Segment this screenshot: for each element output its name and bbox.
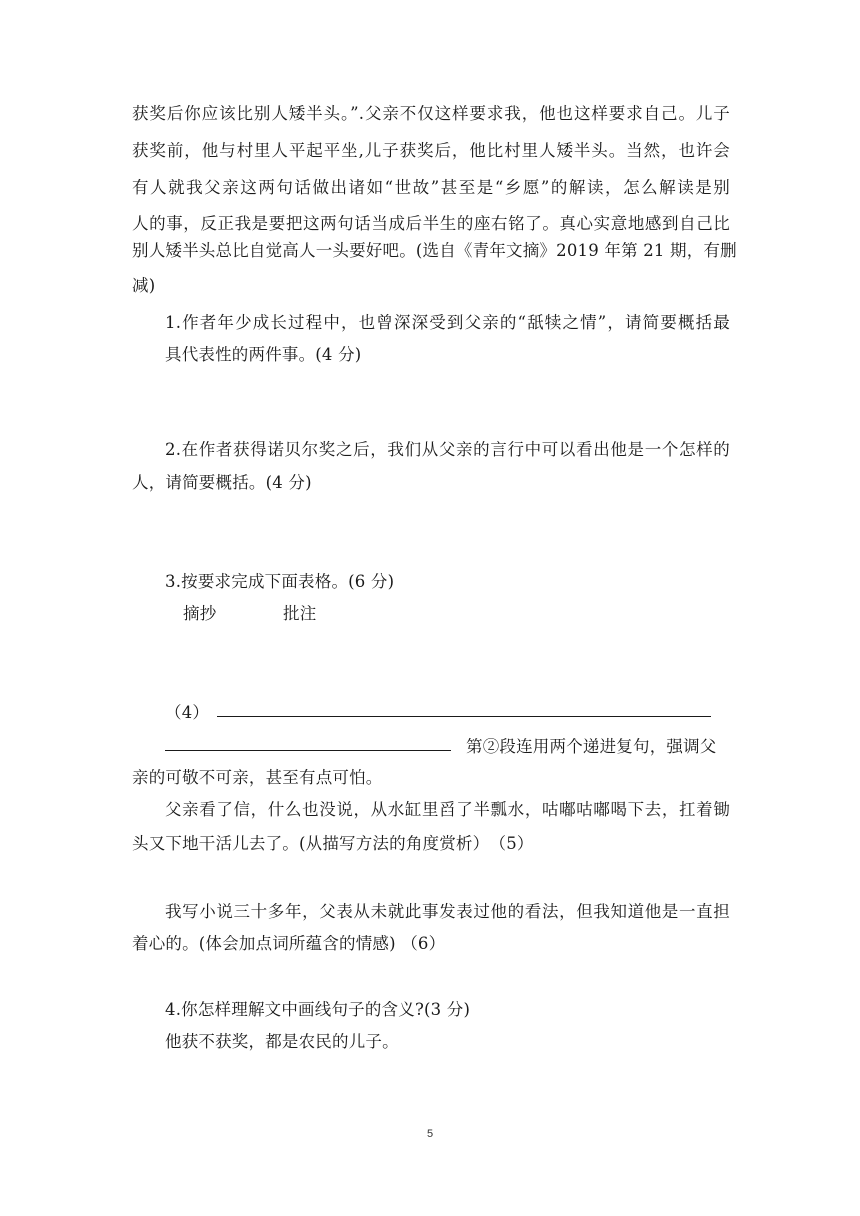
question-4-sentence: 他获不获奖，都是农民的儿子。 <box>165 1032 399 1051</box>
item-4-label: （4） <box>165 703 210 722</box>
question-3-title: 3.按要求完成下面表格。(6 分) <box>165 572 395 591</box>
item-6-text: 着心的。(体会加点词所蕴含的情感) （6） <box>132 934 446 953</box>
item-4-note: 第②段连用两个递进复句，强调父 <box>466 737 717 756</box>
item-5-text: 头又下地干活儿去了。(从描写方法的角度赏析） （5） <box>132 834 534 853</box>
item-4-note: 亲的可敬不可亲，甚至有点可怕。 <box>132 768 383 787</box>
passage-line: 获奖后你应该比别人矮半头。”.父亲不仅这样要求我，他也这样要求自己。儿子 <box>132 104 730 123</box>
passage-line: 别人矮半头总比自觉高人一头要好吧。(选自《青年文摘》2019 年第 21 期，有删 <box>132 241 737 260</box>
answer-blank-line <box>217 716 711 717</box>
question-1-text: 具代表性的两件事。(4 分) <box>165 345 362 364</box>
table-header-note: 批注 <box>283 604 317 623</box>
passage-line: 减) <box>132 276 156 295</box>
question-2-text: 人，请简要概括。(4 分) <box>132 473 312 492</box>
passage-line: 人的事，反正我是要把这两句话当成后半生的座右铭了。真心实意地感到自己比 <box>132 214 730 233</box>
answer-blank-line <box>165 750 451 751</box>
question-4-title: 4.你怎样理解文中画线句子的含义?(3 分) <box>165 1000 471 1019</box>
question-1-text: 1.作者年少成长过程中，也曾深深受到父亲的“舐犊之情”，请简要概括最 <box>165 313 730 332</box>
table-header-excerpt: 摘抄 <box>183 604 217 623</box>
item-6-text: 我写小说三十多年，父表从未就此事发表过他的看法，但我知道他是一直担 <box>165 902 730 921</box>
passage-line: 有人就我父亲这两句话做出诸如“世故”甚至是“乡愿”的解读，怎么解读是别 <box>132 178 730 197</box>
question-2-text: 2.在作者获得诺贝尔奖之后，我们从父亲的言行中可以看出他是一个怎样的 <box>165 440 730 459</box>
page-number: 5 <box>426 1128 434 1140</box>
passage-line: 获奖前，他与村里人平起平坐,儿子获奖后，他比村里人矮半头。当然，也许会 <box>132 141 730 160</box>
item-5-text: 父亲看了信，什么也没说，从水缸里舀了半瓢水，咕嘟咕嘟喝下去，扛着锄 <box>165 800 730 819</box>
